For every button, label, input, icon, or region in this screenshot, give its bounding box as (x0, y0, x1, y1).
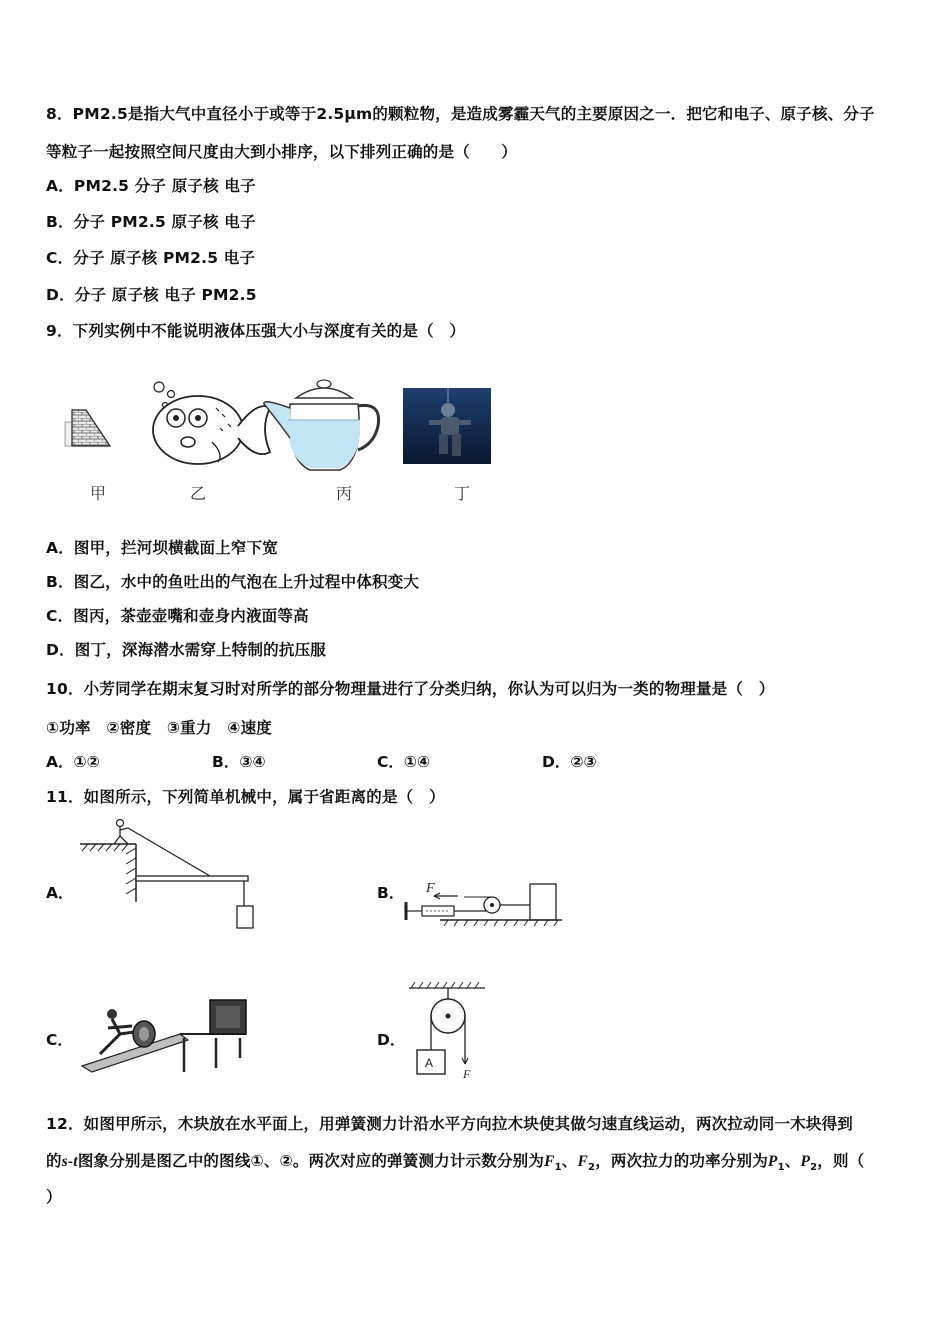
force-label-b: F (426, 881, 435, 896)
q8-option-c: C．分子 原子核 PM2.5 电子 (46, 249, 256, 267)
q11-label-d: D． (377, 1031, 406, 1049)
force-symbol-1: F (544, 1153, 555, 1170)
block-a-label: A (425, 1056, 434, 1070)
caption-ding: 丁 (454, 484, 471, 503)
st-symbol: s-t (61, 1153, 78, 1170)
q10-option-b: B．③④ (212, 753, 266, 771)
q9-option-c: C．图丙，茶壶壶嘴和壶身内液面等高 (46, 607, 309, 625)
caption-bing: 丙 (336, 484, 353, 503)
q9-option-d: D．图丁，深海潜水需穿上特制的抗压服 (46, 641, 326, 659)
fish-figure (146, 378, 274, 470)
pulley-spring-scale-figure (404, 876, 566, 932)
q9-stem: 9．下列实例中不能说明液体压强大小与深度有关的是（ ） (46, 322, 466, 340)
dam-figure (62, 400, 114, 452)
fixed-pulley-figure (405, 978, 491, 1080)
inclined-plane-figure (78, 994, 250, 1074)
q12-stem-line2: 的s-t图象分别是图乙中的图线①、②。两次对应的弹簧测力计示数分别为$F_1$、$F_2$，两次拉力的功率分别为$P_1$、$P_2$，则（ (46, 1152, 865, 1174)
force-label-d: F (463, 1067, 471, 1080)
power-symbol-2: P (800, 1153, 811, 1170)
q10-option-c: C．①④ (377, 753, 431, 771)
q10-stem: 10．小芳同学在期末复习时对所学的部分物理量进行了分类归纳，你认为可以归为一类的物理量是（ ） (46, 680, 775, 698)
q11-label-c: C． (46, 1031, 73, 1049)
q10-option-d: D．②③ (542, 753, 597, 771)
q8-stem-line1: 8．PM2.5是指大气中直径小于或等于2.5μm的颗粒物，是造成雾霾天气的主要原因之一．把它和电子、原子核、分子 (46, 105, 875, 123)
q11-label-b: B． (377, 884, 405, 902)
q8-option-a: A．PM2.5 分子 原子核 电子 (46, 177, 256, 195)
power-symbol-1: P (767, 1153, 778, 1170)
q10-option-a: A．①② (46, 753, 100, 771)
q12-stem-line1: 12．如图甲所示，木块放在水平面上，用弹簧测力计沿水平方向拉木块使其做匀速直线运动，两次拉动同一木块得到 (46, 1115, 853, 1133)
q12-stem-line3: ） (46, 1188, 62, 1206)
q8-stem-line2: 等粒子一起按照空间尺度由大到小排序，以下排列正确的是（ ） (46, 143, 518, 161)
crane-lever-figure (78, 814, 268, 936)
q8-option-d: D．分子 原子核 电子 PM2.5 (46, 286, 257, 304)
q10-items: ①功率 ②密度 ③重力 ④速度 (46, 719, 272, 737)
diver-photo (403, 388, 491, 464)
q11-stem: 11．如图所示，下列简单机械中，属于省距离的是（ ） (46, 788, 445, 806)
q8-option-b: B．分子 PM2.5 原子核 电子 (46, 213, 256, 231)
teapot-figure (260, 376, 384, 476)
caption-yi: 乙 (190, 484, 207, 503)
q9-option-b: B．图乙，水中的鱼吐出的气泡在上升过程中体积变大 (46, 573, 420, 591)
q9-option-a: A．图甲，拦河坝横截面上窄下宽 (46, 539, 278, 557)
force-symbol-2: F (577, 1153, 589, 1170)
q11-label-a: A． (46, 884, 74, 902)
caption-jia: 甲 (90, 484, 107, 503)
